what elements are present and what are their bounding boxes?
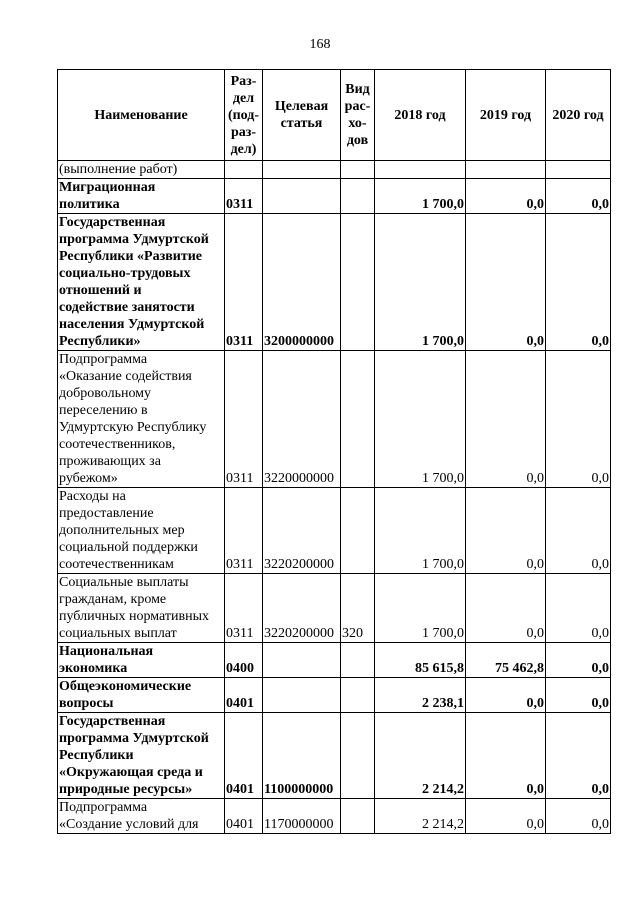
table-row [58, 643, 611, 678]
cell-2019: 75 462,8 [466, 643, 546, 678]
cell-2019: 0,0 [466, 574, 546, 643]
cell-2018: 85 615,8 [375, 643, 466, 678]
cell-target: 3220000000 [263, 351, 341, 488]
cell-target: 1100000000 [263, 713, 341, 799]
cell-2018: 2 238,1 [375, 678, 466, 713]
cell-2018: 1 700,0 [375, 179, 466, 214]
cell-2020: 0,0 [546, 179, 611, 214]
table-row [58, 179, 611, 214]
cell-2018 [375, 161, 466, 179]
cell-section [225, 161, 263, 179]
cell-2020 [546, 161, 611, 179]
cell-section: 0311 [225, 351, 263, 488]
cell-target: 1170000000 [263, 799, 341, 834]
cell-expense-type [341, 799, 375, 834]
header-target: Целевая статья [263, 70, 341, 161]
cell-2020: 0,0 [546, 678, 611, 713]
cell-name: (выполнение работ) [58, 161, 225, 179]
cell-expense-type [341, 643, 375, 678]
header-2019: 2019 год [466, 70, 546, 161]
cell-2019: 0,0 [466, 214, 546, 351]
table-row [58, 678, 611, 713]
table-row [58, 214, 611, 351]
cell-target: 3200000000 [263, 214, 341, 351]
table-row [58, 799, 611, 834]
cell-target [263, 678, 341, 713]
cell-2019: 0,0 [466, 488, 546, 574]
cell-name: Общеэкономические вопросы [58, 678, 225, 713]
cell-name: Национальная экономика [58, 643, 225, 678]
cell-2018: 2 214,2 [375, 799, 466, 834]
header-2018: 2018 год [375, 70, 466, 161]
cell-2019: 0,0 [466, 179, 546, 214]
table-body [58, 161, 611, 834]
table-row [58, 351, 611, 488]
cell-section: 0401 [225, 799, 263, 834]
cell-name: Миграционная политика [58, 179, 225, 214]
cell-name: Подпрограмма «Создание условий для [58, 799, 225, 834]
cell-2020: 0,0 [546, 574, 611, 643]
cell-section: 0311 [225, 488, 263, 574]
cell-section: 0311 [225, 574, 263, 643]
cell-name: Подпрограмма «Оказание содействия добровольному переселению в Удмуртскую Республику соотечественников, проживающих за рубежом» [58, 351, 225, 488]
cell-section: 0401 [225, 678, 263, 713]
cell-2018: 1 700,0 [375, 214, 466, 351]
header-expense-type: Вид рас- хо- дов [341, 70, 375, 161]
cell-2019: 0,0 [466, 799, 546, 834]
cell-2019: 0,0 [466, 713, 546, 799]
cell-expense-type [341, 488, 375, 574]
cell-expense-type [341, 214, 375, 351]
header-name: Наименование [58, 70, 225, 161]
table-row [58, 488, 611, 574]
cell-target [263, 179, 341, 214]
page-number: 168 [309, 37, 331, 52]
cell-expense-type [341, 161, 375, 179]
cell-expense-type [341, 351, 375, 488]
cell-expense-type [341, 713, 375, 799]
table-row [58, 574, 611, 643]
cell-name: Социальные выплаты гражданам, кроме публичных нормативных социальных выплат [58, 574, 225, 643]
cell-2018: 2 214,2 [375, 713, 466, 799]
cell-target: 3220200000 [263, 574, 341, 643]
cell-section: 0400 [225, 643, 263, 678]
cell-2020: 0,0 [546, 713, 611, 799]
table-row [58, 713, 611, 799]
cell-target [263, 643, 341, 678]
table-header-row [58, 70, 611, 161]
cell-2019: 0,0 [466, 678, 546, 713]
cell-section: 0401 [225, 713, 263, 799]
cell-target [263, 161, 341, 179]
cell-2019: 0,0 [466, 351, 546, 488]
cell-2020: 0,0 [546, 488, 611, 574]
cell-expense-type: 320 [341, 574, 375, 643]
table-row [58, 161, 611, 179]
cell-name: Государственная программа Удмуртской Республики «Развитие социально-трудовых отношений и содействие занятости населения Удмуртской Республики» [58, 214, 225, 351]
cell-expense-type [341, 678, 375, 713]
cell-section: 0311 [225, 179, 263, 214]
cell-section: 0311 [225, 214, 263, 351]
cell-2018: 1 700,0 [375, 488, 466, 574]
header-2020: 2020 год [546, 70, 611, 161]
cell-2020: 0,0 [546, 214, 611, 351]
cell-2020: 0,0 [546, 351, 611, 488]
cell-2020: 0,0 [546, 799, 611, 834]
cell-2018: 1 700,0 [375, 574, 466, 643]
cell-name: Государственная программа Удмуртской Республики «Окружающая среда и природные ресурсы» [58, 713, 225, 799]
cell-2019 [466, 161, 546, 179]
cell-2018: 1 700,0 [375, 351, 466, 488]
budget-table [57, 69, 611, 834]
cell-target: 3220200000 [263, 488, 341, 574]
cell-2020: 0,0 [546, 643, 611, 678]
cell-name: Расходы на предоставление дополнительных мер социальной поддержки соотечественникам [58, 488, 225, 574]
header-section: Раз- дел (под- раз- дел) [225, 70, 263, 161]
cell-expense-type [341, 179, 375, 214]
